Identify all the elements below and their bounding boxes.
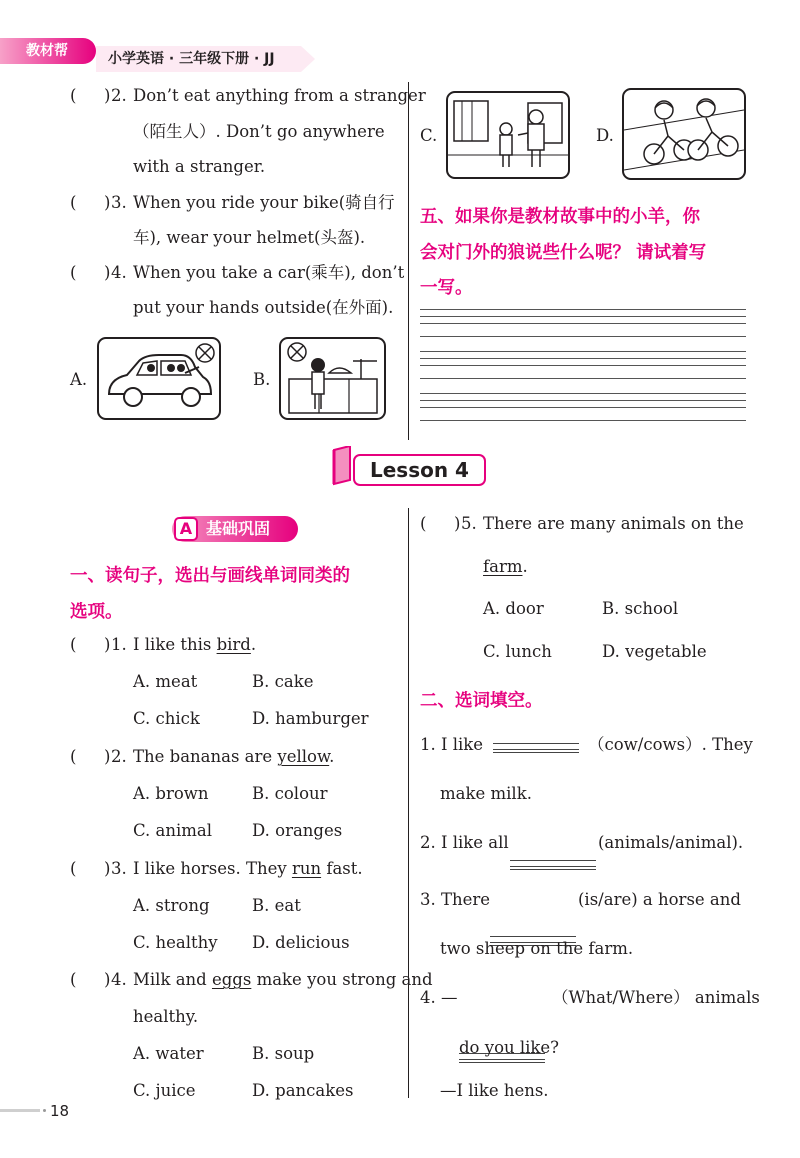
option-a[interactable]: A. water <box>133 1044 204 1063</box>
picture-girl-at-stove <box>279 337 386 420</box>
section-1-title: 一、读句子，选出与画线单词同类的 <box>70 566 350 586</box>
question-number: 3. <box>111 193 127 212</box>
question-text: put your hands outside(在外面). <box>133 298 394 317</box>
option-b[interactable]: B. cake <box>252 672 314 691</box>
answer-paren-close: ) <box>104 747 111 766</box>
page-number: 18 <box>50 1102 70 1120</box>
answer-paren-open[interactable]: ( <box>70 635 77 654</box>
option-a[interactable]: A. door <box>483 599 544 618</box>
answer-paren-open[interactable]: ( <box>70 747 77 766</box>
footer-rule <box>0 1109 40 1112</box>
question-number: 5. <box>461 514 477 533</box>
stove-illustration <box>281 339 384 418</box>
answer-paren-open[interactable]: ( <box>70 970 77 989</box>
fill-options: （cow/cows）. They <box>588 735 753 754</box>
section-2-title: 二、选词填空。 <box>420 691 543 711</box>
option-b[interactable]: B. eat <box>252 896 301 915</box>
fill-text: 2. I like all <box>420 833 509 852</box>
car-illustration <box>99 339 219 418</box>
answer-paren-close: ) <box>104 193 111 212</box>
bikes-illustration <box>624 90 744 178</box>
question-text: When you take a car(乘车), don’t <box>133 263 405 282</box>
option-d-label: D. <box>596 126 614 145</box>
question-sentence <box>133 972 433 989</box>
question-number: 4. <box>111 970 127 989</box>
section-5-title: 一写。 <box>420 278 473 298</box>
answer-paren-close: ) <box>104 86 111 105</box>
option-c[interactable]: C. healthy <box>133 933 218 952</box>
question-text: make you strong and <box>251 970 433 989</box>
question-number: 1. <box>111 635 127 654</box>
question-text: Milk and <box>133 970 212 989</box>
badge-letter: A <box>174 517 198 541</box>
question-sentence <box>133 637 256 654</box>
section-badge: 基础巩固 <box>172 516 298 542</box>
stranger-illustration <box>448 93 568 177</box>
column-divider-bottom <box>408 508 409 1098</box>
question-number: 3. <box>111 859 127 878</box>
option-c-label: C. <box>420 126 438 145</box>
fill-text: —I like hens. <box>440 1081 549 1100</box>
question-number: 2. <box>111 747 127 766</box>
question-sentence <box>133 749 334 766</box>
option-d[interactable]: D. pancakes <box>252 1081 354 1100</box>
option-b[interactable]: B. soup <box>252 1044 315 1063</box>
lesson-title: Lesson 4 <box>353 454 486 486</box>
fill-text: 1. I like <box>420 735 484 754</box>
question-text: I like this <box>133 635 217 654</box>
answer-paren-close: ) <box>104 263 111 282</box>
fill-text: 3. There <box>420 890 491 909</box>
underlined-word: bird <box>216 635 251 654</box>
option-c[interactable]: C. animal <box>133 821 213 840</box>
fill-blank[interactable] <box>510 860 596 867</box>
question-text: When you ride your bike(骑自行 <box>133 193 395 212</box>
option-a[interactable]: A. brown <box>133 784 209 803</box>
option-b[interactable]: B. school <box>602 599 679 618</box>
picture-stranger-offer <box>446 91 570 179</box>
fill-blank[interactable] <box>493 743 579 750</box>
answer-paren-open[interactable]: ( <box>420 514 427 533</box>
footer-dot <box>43 1109 46 1112</box>
fill-text: 4. — <box>420 988 458 1007</box>
question-text: with a stranger. <box>133 157 266 176</box>
book-title: 小学英语 · 三年级下册 · JJ <box>96 46 301 72</box>
option-d[interactable]: D. hamburger <box>252 709 369 728</box>
picture-car-hands-out <box>97 337 221 420</box>
answer-paren-close: ) <box>104 970 111 989</box>
option-a-label: A. <box>70 370 88 389</box>
fill-text: do you like? <box>459 1038 560 1057</box>
question-text <box>483 559 528 576</box>
answer-paren-close: ) <box>104 859 111 878</box>
question-text: . <box>329 747 335 766</box>
underlined-word: run <box>291 859 322 878</box>
option-a[interactable]: A. strong <box>133 896 210 915</box>
answer-paren-open[interactable]: ( <box>70 263 77 282</box>
answer-paren-open[interactable]: ( <box>70 193 77 212</box>
question-text: 车), wear your helmet(头盔). <box>133 228 366 247</box>
option-d[interactable]: D. oranges <box>252 821 343 840</box>
question-number: 4. <box>111 263 127 282</box>
question-text: . <box>250 635 257 654</box>
section-5-title: 五、如果你是教材故事中的小羊，你 <box>420 207 700 227</box>
option-b-label: B. <box>253 370 271 389</box>
fill-text: two sheep on the farm. <box>440 939 634 958</box>
fill-options: （What/Where） animals <box>552 988 760 1007</box>
answer-paren-open[interactable]: ( <box>70 859 77 878</box>
column-divider-top <box>408 82 409 440</box>
series-tab: 教材帮 <box>0 38 96 64</box>
question-text: I like horses. They <box>133 859 292 878</box>
fill-text: make milk. <box>440 784 532 803</box>
option-d[interactable]: D. delicious <box>252 933 350 952</box>
underlined-word: eggs <box>211 970 252 989</box>
option-c[interactable]: C. lunch <box>483 642 552 661</box>
option-c[interactable]: C. juice <box>133 1081 196 1100</box>
punctuation: . <box>522 557 528 576</box>
option-c[interactable]: C. chick <box>133 709 200 728</box>
underlined-word: yellow <box>277 747 330 766</box>
question-text: There are many animals on the <box>483 514 744 533</box>
option-b[interactable]: B. colour <box>252 784 328 803</box>
option-d[interactable]: D. vegetable <box>602 642 707 661</box>
picture-children-biking-helmets <box>622 88 746 180</box>
section-5-title: 会对门外的狼说些什么呢？ 请试着写 <box>420 243 707 263</box>
question-text: healthy. <box>133 1007 199 1026</box>
underlined-word: farm <box>483 557 523 576</box>
question-text: fast. <box>321 859 363 878</box>
question-text: The bananas are <box>133 747 278 766</box>
question-number: 2. <box>111 86 127 105</box>
answer-paren-close: ) <box>454 514 461 533</box>
option-a[interactable]: A. meat <box>133 672 198 691</box>
fill-options: (is/are) a horse and <box>578 890 741 909</box>
question-text: Don’t eat anything from a stranger <box>133 86 426 105</box>
section-1-title: 选项。 <box>70 602 123 622</box>
question-sentence <box>133 861 363 878</box>
answer-paren-close: ) <box>104 635 111 654</box>
fill-options: (animals/animal). <box>598 833 744 852</box>
answer-paren-open[interactable]: ( <box>70 86 77 105</box>
question-text: （陌生人）. Don’t go anywhere <box>133 122 385 141</box>
